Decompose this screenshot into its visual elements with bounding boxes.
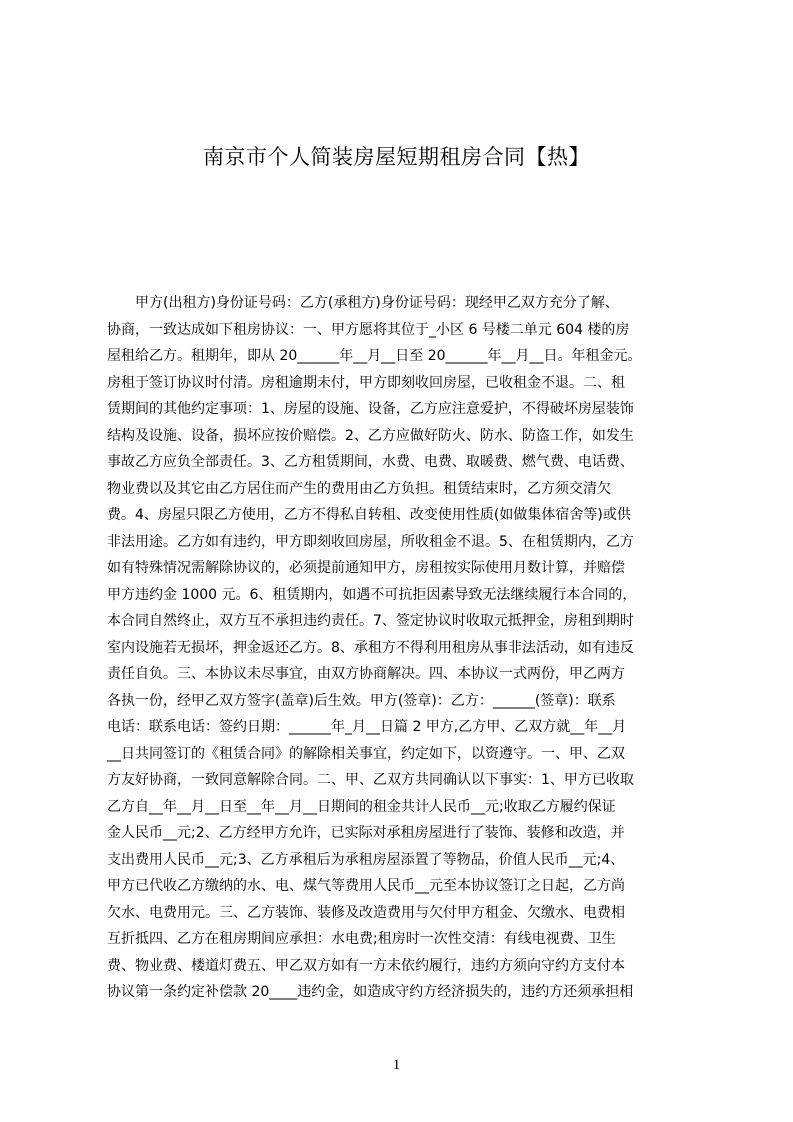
body-line: 非法用途。乙方如有违约，甲方即刻收回房屋，所收租金不退。5、在租赁期内，乙方 [107, 533, 634, 550]
body-line: 协商，一致达成如下租房协议：一、甲方愿将其位于_小区 6 号楼二单元 604 楼的房 [107, 321, 630, 338]
body-line: 方友好协商，一致同意解除合同。二、甲、乙双方共同确认以下事实：1、甲方已收取 [107, 772, 634, 788]
body-line: 房租于签订协议时付清。房租逾期未付，甲方即刻收回房屋，已收租金不退。二、租 [107, 374, 625, 391]
body-line: 甲方(出租方)身份证号码：乙方(承租方)身份证号码：现经甲乙双方充分了解、 [107, 295, 619, 311]
body-line: 结构及设施、设备，损坏应按价赔偿。2、乙方应做好防火、防水、防盗工作，如发生 [107, 427, 634, 444]
body-line: 本合同自然终止，双方互不承担违约责任。7、签定协议时收取元抵押金，房租到期时 [107, 613, 634, 629]
body-line: 屋租给乙方。租期年，即从 20______年__月__日至 20______年__月__日。年租金元。 [107, 348, 642, 364]
body-line: 电话：联系电话：签约日期：______年_月__日篇 2 甲方,乙方甲、乙双方就__年__月 [107, 719, 627, 735]
body-line: 甲方已代收乙方缴纳的水、电、煤气等费用人民币__元至本协议签订之日起，乙方尚 [107, 878, 625, 894]
body-line: 如有特殊情况需解除协议的，必须提前通知甲方，房租按实际使用月数计算，并赔偿 [107, 560, 625, 576]
body-line: 各执一份，经甲乙双方签字(盖章)后生效。甲方(签章)：乙方：______(签章)：联系 [107, 692, 616, 709]
page-number: 1 [392, 1057, 401, 1073]
body-line: 金人民币__元;2、乙方经甲方允许，已实际对承租房屋进行了装饰、装修和改造，并 [107, 825, 625, 841]
body-line: __日共同签订的《租赁合同》的解除相关事宜，约定如下，以资遵守。一、甲、乙双 [107, 745, 625, 762]
body-line: 甲方违约金 1000 元。6、租赁期内，如遇不可抗拒因素导致无法继续履行本合同的， [107, 586, 637, 603]
body-line: 费、物业费、楼道灯费五、甲乙双方如有一方未依约履行，违约方须向守约方支付本 [107, 957, 625, 974]
body-line: 欠水、电费用元。三、乙方装饰、装修及改造费用与欠付甲方租金、欠缴水、电费相 [107, 904, 625, 921]
document-title: 南京市个人简装房屋短期租房合同【热】 [203, 145, 590, 169]
body-line: 室内设施若无损坏，押金返还乙方。8、承租方不得利用租房从事非法活动，如有违反 [107, 639, 634, 656]
body-line: 事故乙方应负全部责任。3、乙方租赁期间，水费、电费、取暖费、燃气费、电话费、 [107, 454, 634, 470]
body-line: 乙方自__年__月__日至__年__月__日期间的租金共计人民币__元;收取乙方履约保证 [107, 798, 616, 815]
body-line: 责任自负。三、本协议未尽事宜，由双方协商解决。四、本协议一式两份，甲乙两方 [107, 666, 625, 682]
body-line: 赁期间的其他约定事项：1、房屋的设施、设备，乙方应注意爱护，不得破坏房屋装饰 [107, 401, 634, 417]
contract-body [107, 290, 697, 1006]
body-line: 物业费以及其它由乙方居住而产生的费用由乙方负担。租赁结束时，乙方须交清欠 [107, 480, 611, 497]
body-line: 互折抵四、乙方在租房期间应承担：水电费;租房时一次性交清：有线电视费、卫生 [107, 931, 616, 947]
body-line: 费。4、房屋只限乙方使用，乙方不得私自转租、改变使用性质(如做集体宿舍等)或供 [107, 507, 631, 523]
body-line: 支出费用人民币__元;3、乙方承租后为承租房屋添置了等物品，价值人民币__元;4、 [107, 851, 625, 868]
body-line: 协议第一条约定补偿款 20____违约金，如造成守约方经济损失的，违约方还须承担相 [107, 984, 634, 1000]
